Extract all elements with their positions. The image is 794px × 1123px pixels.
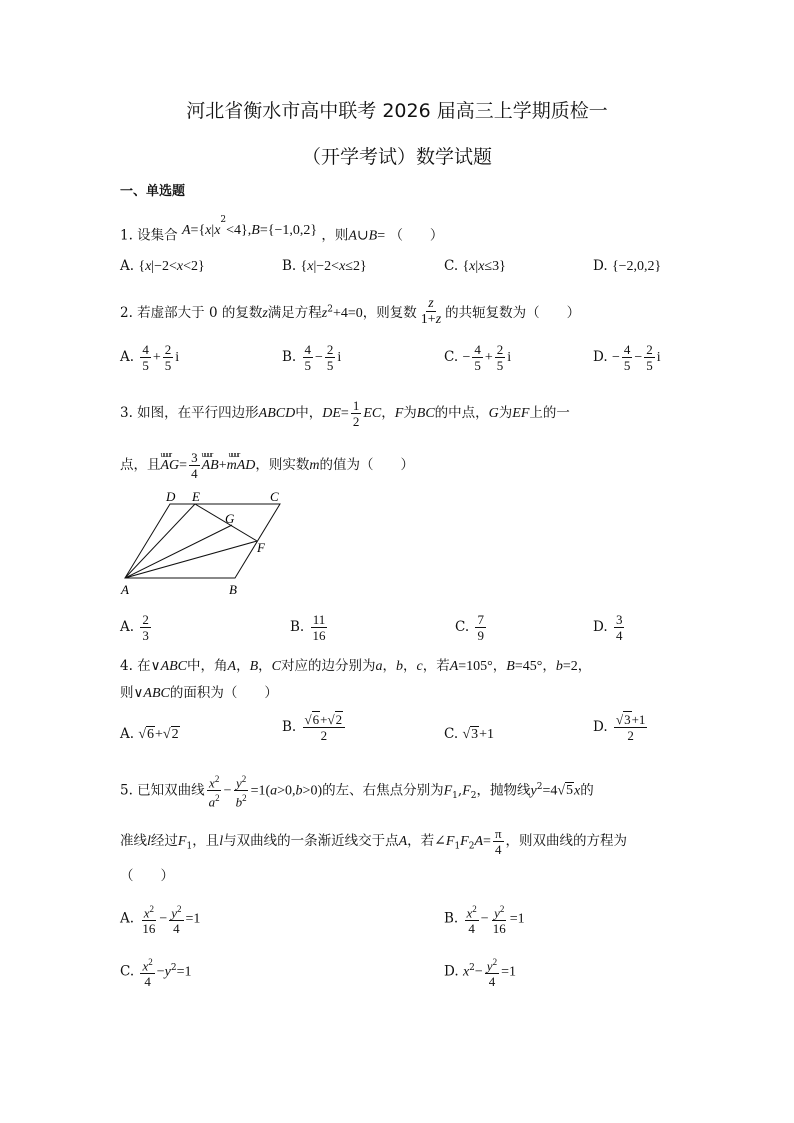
q3-option-c[interactable]: C. $\frac{7}{9}$ [455, 612, 484, 643]
question-3-line2: 点，且AG uuur = $\frac{3}{4}$ AB uuur +mAD uuur ，则实数m的值为（ ） [120, 450, 414, 481]
label-f: F [257, 540, 265, 555]
q3-option-b[interactable]: B. $\frac{11}{16}$ [290, 612, 326, 643]
q5-option-b[interactable]: B. $\frac{x^2}{4}$ − $\frac{y^2}{16}$ =1 [444, 904, 525, 937]
question-5-line2: 准线l经过$F_1$，且l与双曲线的一条渐近线交于点A，若$\angle F_1F_2A=$ $\frac{\pi}{4}$ ，则双曲线的方程为 [120, 826, 628, 857]
q1-option-d[interactable]: D. {−2,0,2} [593, 258, 662, 274]
question-5: 5. 已知双曲线 $\frac{x^2}{a^2}$ − $\frac{y^2}{b^2}$ =1(a>0,b>0)的左、右焦点分别为$F_1,F_2$，抛物线$y^2=4√5x$的 [120, 774, 594, 810]
label-c: C [270, 489, 279, 504]
q2-option-d[interactable]: D. − $\frac{4}{5}$ − $\frac{2}{5}$ i [593, 342, 661, 373]
q1-set-definition: A [181, 222, 191, 238]
question-4: 4. 在∨ABC中，角A，B，C对应的边分别为a，b，c，若A=105°，B=45°，b=2， [120, 658, 592, 674]
parallelogram-figure [115, 488, 285, 598]
q1-option-a[interactable]: A. {x|−2<x<2} [120, 258, 205, 274]
page-subtitle: （开学考试）数学试题 [301, 146, 492, 168]
question-5-line3: （ ） [120, 868, 174, 884]
label-a: A [121, 582, 129, 597]
section-heading: 一、单选题 [120, 184, 186, 199]
question-4-line2: 则∨ABC的面积为（ ） [120, 685, 278, 701]
q1-option-c[interactable]: C. {x|x≤3} [444, 258, 506, 274]
label-d: D [166, 489, 176, 504]
q3-option-a[interactable]: A. $\frac{2}{3}$ [120, 612, 149, 643]
label-e: E [192, 489, 200, 504]
page-title: 河北省衡水市高中联考 2026 届高三上学期质检一 [186, 100, 608, 122]
question-1: 1. 设集合 $A=\{x|x^2<4\},B=\{-1,0,2\}$ ，则A∪B= （ ） [120, 215, 444, 244]
q2-option-a[interactable]: A. $\frac{4}{5}$ + $\frac{2}{5}$ i [120, 342, 180, 373]
q4-option-a[interactable]: A. √6+√2 [120, 726, 179, 742]
q2-option-b[interactable]: B. $\frac{4}{5}$ − $\frac{2}{5}$ i [282, 342, 342, 373]
q5-option-c[interactable]: C. $\frac{x^2}{4}$ $-y^2=1$ [120, 957, 192, 990]
q1-option-b[interactable]: B. {x|−2<x≤2} [282, 258, 367, 274]
q4-option-d[interactable]: D. $\frac{√3+1}{2}$ [593, 712, 646, 743]
question-2: 2. 若虚部大于 0 的复数z满足方程$z^2+4=0$，则复数 $\frac{z}{1+z}$ 的共轭复数为（ ） [120, 296, 581, 327]
label-g: G [225, 511, 235, 526]
label-b: B [229, 582, 237, 597]
q4-option-c[interactable]: C. √3+1 [444, 726, 495, 742]
q5-option-d[interactable]: D. $x^2-$ $\frac{y^2}{4}$ =1 [444, 957, 516, 990]
q4-option-b[interactable]: B. $\frac{√6+√2}{2}$ [282, 712, 347, 743]
q3-option-d[interactable]: D. $\frac{3}{4}$ [593, 612, 623, 643]
question-3: 3. 如图，在平行四边形ABCD中，DE= $\frac{1}{2}$ EC，F为BC的中点，G为EF上的一 [120, 398, 570, 429]
q5-option-a[interactable]: A. $\frac{x^2}{16}$ − $\frac{y^2}{4}$ =1 [120, 904, 201, 937]
q2-option-c[interactable]: C. − $\frac{4}{5}$ + $\frac{2}{5}$ i [444, 342, 512, 373]
